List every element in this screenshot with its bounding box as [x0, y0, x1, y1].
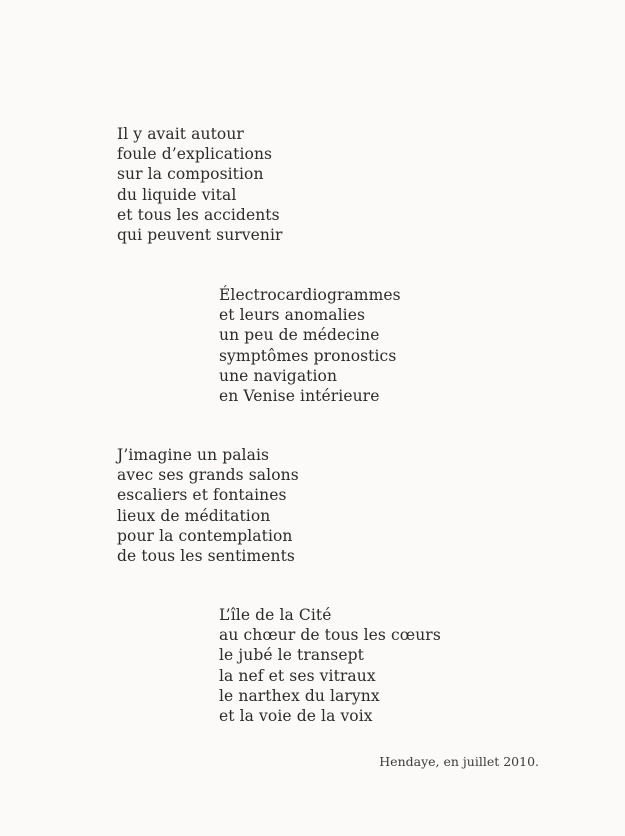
stanza-4 [219, 605, 441, 726]
poem-line: Électrocardiogrammes [219, 286, 401, 304]
poem-line: au chœur de tous les cœurs [219, 626, 441, 645]
poem-line: L’île de la Cité [219, 606, 332, 624]
poem-line: avec ses grands salons [117, 466, 299, 485]
poem-line: lieux de méditation [117, 506, 271, 525]
poem-line: J’imagine un palais [117, 446, 270, 464]
poem-line: et leurs anomalies [219, 306, 366, 325]
poem-line: de tous les sentiments [117, 547, 295, 566]
poem-line: sur la composition [117, 165, 264, 184]
stanza-3 [117, 445, 299, 566]
poem-line: et tous les accidents [117, 205, 280, 224]
poem-line: qui peuvent survenir [117, 226, 283, 245]
poem-line: la nef et ses vitraux [219, 666, 376, 685]
poem-line: Il y avait autour [117, 125, 244, 143]
poem-line: en Venise intérieure [219, 387, 380, 406]
poem-line: le jubé le transept [219, 646, 364, 665]
poem-line: foule d’explications [117, 145, 273, 164]
stanza-2 [219, 285, 401, 406]
poem-line: symptômes pronostics [219, 346, 397, 365]
signature-place-date: Hendaye, en juillet 2010. [379, 754, 539, 769]
stanza-1 [117, 124, 283, 245]
poem-line: pour la contemplation [117, 526, 293, 545]
poem-line: un peu de médecine [219, 326, 380, 345]
poem-line: escaliers et fontaines [117, 486, 287, 505]
poem-line: une navigation [219, 366, 338, 385]
poem-line: le narthex du larynx [219, 686, 380, 705]
poem-line: et la voie de la voix [219, 707, 373, 726]
poem-line: du liquide vital [117, 185, 237, 204]
